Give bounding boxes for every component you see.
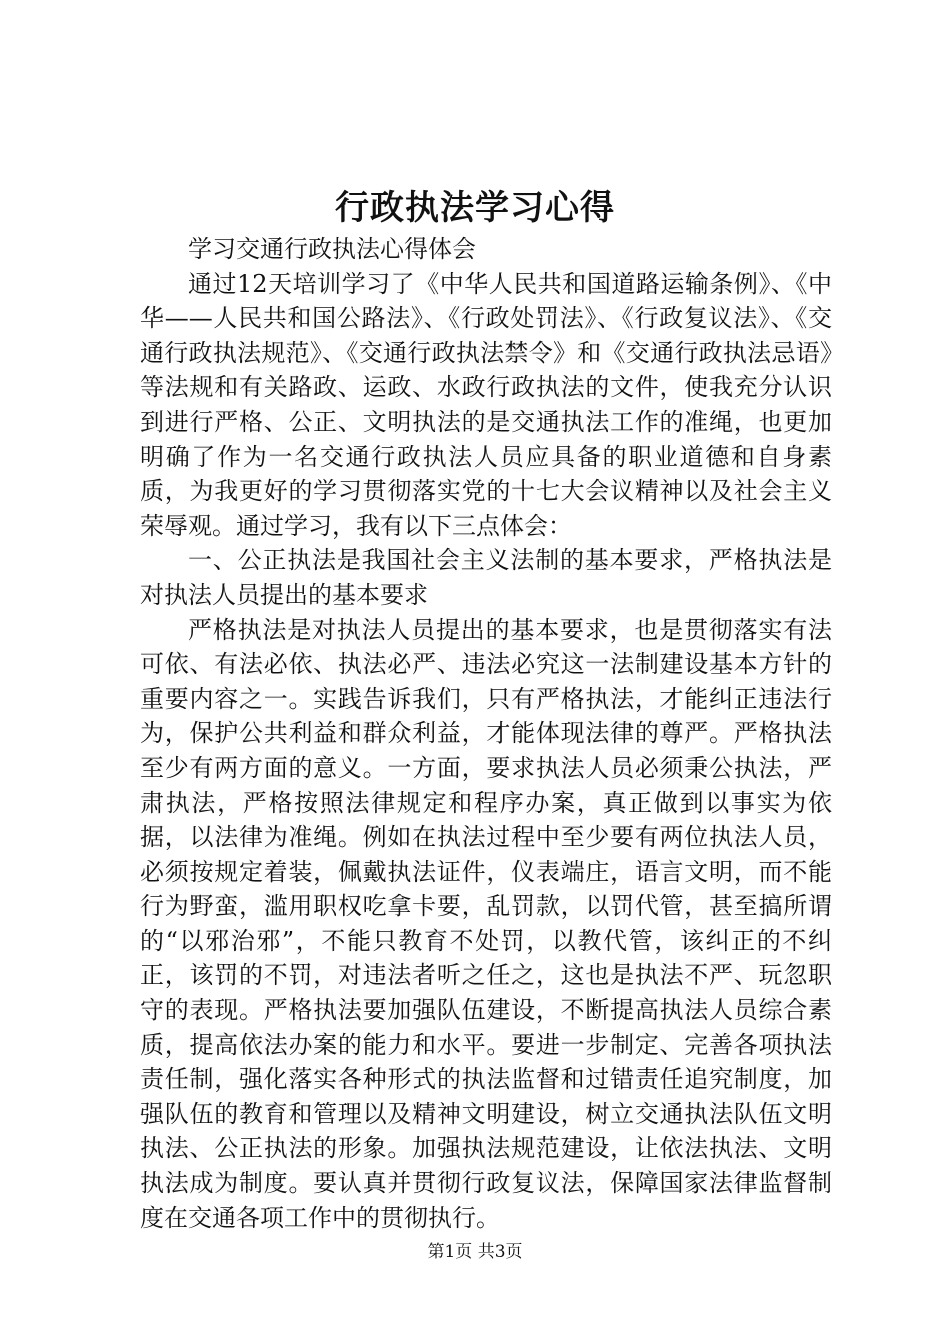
page-number-footer: 第1页 共3页	[427, 1242, 523, 1262]
paragraph-strict-enforcement: 严格执法是对执法人员提出的基本要求，也是贯彻落实有法可依、有法必依、执法必严、违法必究这一法制建设基本方针的重要内容之一。实践告诉我们，只有严格执法，才能纠正违法行为，保护公共利益和群众利益，才能体现法律的尊严。严格执法至少有两方面的意义。一方面，要求执法人员必须秉公执法，严肃执法，严格按照法律规定和程序办案，真正做到以事实为依据，以法律为准绳。例如在执法过程中至少要有两位执法人员，必须按规定着装，佩戴执法证件，仪表端庄，语言文明，而不能行为野蛮，滥用职权吃拿卡要，乱罚款，以罚代管，甚至搞所谓的“以邪治邪”，不能只教育不处罚，以教代管，该纠正的不纠正，该罚的不罚，对违法者听之任之，这也是执法不严、玩忽职守的表现。严格执法要加强队伍建设，不断提高执法人员综合素质，提高依法办案的能力和水平。要进一步制定、完善各项执法责任制，强化落实各种形式的执法监督和过错责任追究制度，加强队伍的教育和管理以及精神文明建设，树立交通执法队伍文明执法、公正执法的形象。加强执法规范建设，让依法执法、文明执法成为制度。要认真并贯彻行政复议法，保障国家法律监督制度在交通各项工作中的贯彻执行。	[140, 615, 832, 1232]
paragraph-intro: 通过12天培训学习了《中华人民共和国道路运输条例》、《中华——人民共和国公路法》、《行政处罚法》、《行政复议法》、《交通行政执法规范》、《交通行政执法禁令》和《交通行政执法忌语》等法规和有关路政、运政、水政行政执法的文件，使我充分认识到进行严格、公正、文明执法的是交通执法工作的准绳，也更加明确了作为一名交通行政执法人员应具备的职业道德和自身素质，为我更好的学习贯彻落实党的十七大会议精神以及社会主义荣辱观。通过学习，我有以下三点体会：	[140, 269, 832, 540]
document-subtitle: 学习交通行政执法心得体会	[188, 235, 476, 263]
section-heading-1: 一、公正执法是我国社会主义法制的基本要求，严格执法是对执法人员提出的基本要求	[140, 546, 832, 609]
document-title: 行政执法学习心得	[335, 188, 615, 228]
document-body	[140, 232, 832, 1235]
